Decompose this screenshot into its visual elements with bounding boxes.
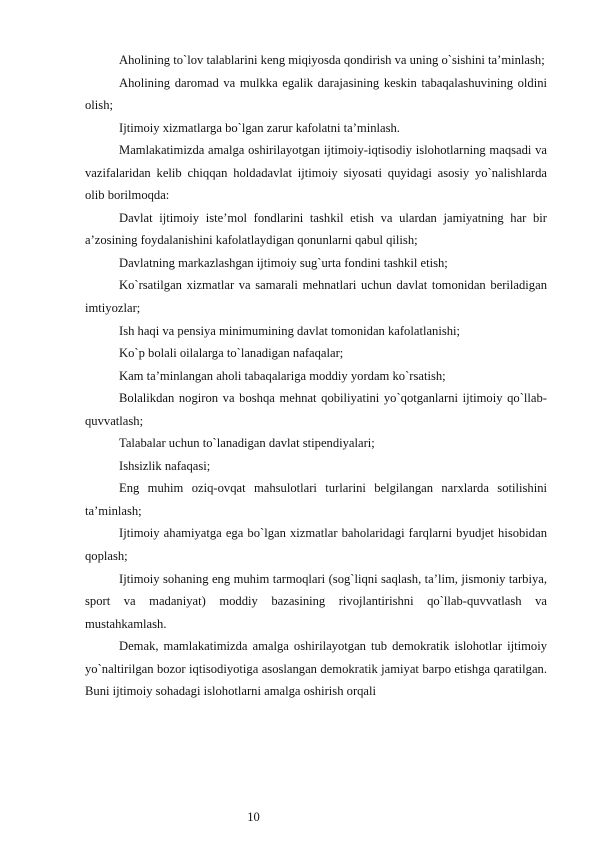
paragraph-social-sector-base: Ijtimoiy sohaning eng muhim tarmoqlari (sog`liqni saqlash, ta’lim, jismoniy tarbiya, sport va madaniyat) moddiy bazasining rivojlantirishni qo`llab-quvvatlash va mustahkamlash.: [85, 571, 547, 631]
paragraph-social-services-guarantee: Ijtimoiy xizmatlarga bo`lgan zarur kafolatni ta’minlash.: [119, 120, 400, 135]
paragraph-low-income-support: Kam ta’minlangan aholi tabaqalariga moddiy yordam ko`rsatish;: [119, 368, 446, 383]
paragraph-insurance-fund: Davlatning markazlashgan ijtimoiy sug`urta fondini tashkil etish;: [119, 255, 448, 270]
paragraph-wage-pension-minimum: Ish haqi va pensiya minimumining davlat tomonidan kafolatlanishi;: [119, 323, 461, 338]
paragraph-conclusion: Demak, mamlakatimizda amalga oshirilayotgan tub demokratik islohotlar ijtimoiy yo`naltirilgan bozor iqtisodiyotiga asoslangan demokratik jamiyat barpo etishga qaratilgan. Buni ijtimoiy sohadagi islohotlarni amalga oshirish orqali: [85, 639, 547, 699]
paragraph-privileges: Ko`rsatilgan xizmatlar va samarali mehnatlari uchun davlat tomonidan beriladigan imtiyozlar;: [85, 278, 547, 316]
paragraph-disability-support: Bolalikdan nogiron va boshqa mehnat qobiliyatini yo`qotganlarni ijtimoiy qo`llab-quvvatlash;: [85, 391, 547, 428]
document-body: [85, 49, 547, 703]
paragraph-student-stipends: Talabalar uchun to`lanadigan davlat stipendiyalari;: [119, 436, 375, 451]
paragraph-policy-directions-intro: Mamlakatimizda amalga oshirilayotgan ijtimoiy-iqtisodiy islohotlarning maqsadi va vazifalaridan kelib chiqqan holdadavlat ijtimoiy siyosati quyidagi asosiy yo`nalishlarda olib borilmoqda:: [85, 143, 547, 203]
paragraph-solvency-demand: Aholining to`lov talablarini keng miqiyosda qondirish va uning o`sishini ta’minlash;: [119, 53, 545, 67]
paragraph-income-stratification: Aholining daromad va mulkka egalik darajasining keskin tabaqalashuvining oldini olish;: [85, 75, 547, 113]
paragraph-consumption-funds: Davlat ijtimoiy iste’mol fondlarini tashkil etish va ulardan jamiyatning har bir a’zosining foydalanishini kafolatlaydigan qonunlarni qabul qilish;: [85, 210, 547, 248]
paragraph-large-family-benefits: Ko`p bolali oilalarga to`lanadigan nafaqalar;: [119, 346, 344, 361]
page-number: 10: [247, 810, 260, 824]
paragraph-service-price-compensation: Ijtimoiy ahamiyatga ega bo`lgan xizmatlar baholaridagi farqlarni byudjet hisobidan qoplash;: [85, 526, 547, 564]
paragraph-food-prices: Eng muhim oziq-ovqat mahsulotlari turlarini belgilangan narxlarda sotilishini ta’minlash;: [85, 481, 547, 518]
paragraph-unemployment-benefit: Ishsizlik nafaqasi;: [119, 458, 211, 473]
